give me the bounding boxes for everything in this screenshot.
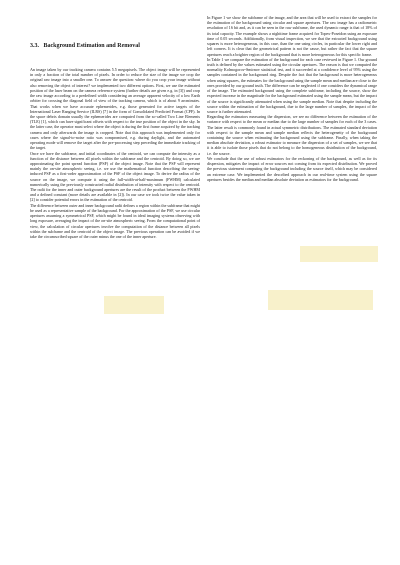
text-highlight bbox=[104, 296, 164, 314]
left-paragraph-2: Once we have the subframe, and initial coordinates of the centroid, we can compute the intensity as a function of the distance between all pixels within the subframe and the centroid. By doing so, we are approximating the point spread function (PSF) of the object image. Note that the PSF will represent mainly the on-site atmospheric seeing, i.e. we use the mathematical function describing the seeing-induced PSF as a first-order approximation of the PSF of the object image. To derive the radius of the source on the image, we compute it using the full-width-at-half-maximum (FWHM) calculated numerically using the previously constructed radial distribution of intensity with respect to the centroid. The radii for the inner and outer background apertures are the result of the product between the FWHM and a defined constant (more details are available in [2]). In our case we took twice the value taken in [2] to consider potential errors in the estimation of the centroid. bbox=[30, 150, 200, 203]
section-title: Background Estimation and Removal bbox=[43, 43, 140, 49]
text-highlight bbox=[300, 246, 378, 262]
right-text-column bbox=[207, 15, 377, 182]
text-highlight bbox=[268, 290, 373, 310]
left-text-column bbox=[30, 67, 200, 239]
right-paragraph-2: In Table 1 we compare the estimation of the background for each case reviewed in Figure 1. Our ground truth is defined by the values estimated using the circular apertures. The reason is that we computed the normality Kolmogorov-Smirnov statistical test, and it succeeded at a confidence level of 95% using the samples contained in the background ring. Despite the fact that the background is more heterogeneous when using squares, the estimates for the background using the sample mean and median are close to the ones provided by our ground truth. The difference can be neglected if one considers the dynamical range of the image. The estimated background using the complete subframe, including the source, show the expected increase in the magnitude for the background estimated using the sample mean, but the impact of the source is significantly attenuated when using the sample median. Note that despite including the source within the estimation of the background, due to the large number of samples, the impact of the source is further attenuated. bbox=[207, 56, 377, 114]
section-number: 3.3. bbox=[30, 43, 39, 49]
left-paragraph-3: The difference between outer and inner background radii defines a region within the subframe that might be used as a representative sample of the background. For the approximation of the PSF, we use circular apertures assuming a symmetrical PSF, which might be found in ideal imaging systems observing with long exposure, averaging the impact of the on-site atmospheric seeing. From the computational point of view, the calculation of circular apertures involve the computation of the distance between all pixels within the subframe and the centroid of the object image. The previous operation can be avoided if we take the circumscribed square of the outer minus the one of the inner aperture. bbox=[30, 202, 200, 239]
left-paragraph-1: An image taken by our tracking camera contains 5.5 megapixels. The object image will be represented in only a fraction of the total number of pixels. In order to reduce the size of the image we crop the original raw image into a smaller one. To answer the question: where do you crop your image without also removing the object of interest? we implemented two different options. First, we use the estimated position of the laser beam on the camera reference system (further details are given e.g. in [3]) and crop the raw image according to a predefined width considering an average apparent velocity of a low Earth orbiter for crossing the diagonal field of view of the tracking camera, which is of about 9 arcminutes. That works when we have accurate ephemerides, e.g. those generated for active targets of the International Laser Ranging Service (ILRS) [7] in the form of Consolidated Predicted Format (CPF). In the space debris domain usually the ephemerides are computed from the so-called Two Line Elements (TLE) [1], which can have significant offsets with respect to the true position of the object in the sky. In the latter case, the operator must select where the object is during the first frame acquired by the tracking camera and only afterwards the image is cropped. Note that this approach was implemented only for cases where the signal-to-noise ratio was compromised, e.g. during daylight, and the automated operating mode will remove the target after the pre-processing step preceding the immediate tracking of the target. bbox=[30, 67, 201, 151]
right-paragraph-1: In Figure 1 we show the subframe of the image, and the area that will be used to extract the samples for the estimation of the background using circular and square apertures. The raw image has a radiometric resolution of 16 bit and, as it can be seen in the raw subframe, the used dynamic range is that of 18% of its total capacity. The example shows a nighttime frame acquired for Topex-Poseidon using an exposure time of 0.05 seconds. Additionally, from visual inspection, we see that the extracted background using squares is more heterogeneous, in this case, than the one using circles, in particular the lower right and left corners. It is clear that the geometrical pattern is not the cause, but rather the fact that the square apertures reach a brighter region of the background that is more heterogeneous for this specific frame. bbox=[207, 15, 377, 57]
right-paragraph-4: We conclude that the use of robust estimators for the reckoning of the background, as well as for its dispersion, mitigates the impact of error sources not coming from its expected distribution. We proved the previous statement computing the background including the source itself, which may be considered an extreme case. We implemented the described approach in our real-time system using the square apertures besides the median and median absolute deviation as estimators for the background. bbox=[207, 155, 377, 182]
right-paragraph-3: Regarding the estimators measuring the dispersion, we see no difference between the estimation of the variance with respect to the mean or median due to the large number of samples for each of the 3 cases. The latter result is commonly found in actual symmetric distributions. The estimated standard deviation with respect to the sample mean and sample median reflects the heterogeneity of the background containing the source when estimating the background using the subframe. Finally, when taking the median absolute deviation, a robust estimator to measure the dispersion of a set of samples, we see that it is able to isolate those pixels that do not belong to the homogeneous distribution of the background, i.e. the source. bbox=[207, 114, 377, 156]
section-heading bbox=[30, 43, 140, 50]
